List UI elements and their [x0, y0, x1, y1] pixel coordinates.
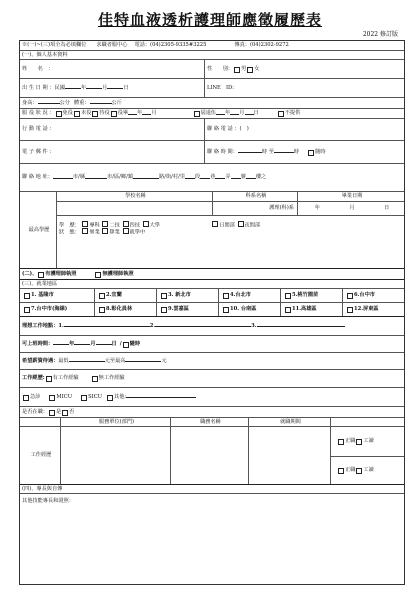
phone-row: [20, 118, 404, 141]
start-date-row: 可上班時間： 年 月 日 / 隨時: [20, 335, 404, 353]
start-year-field[interactable]: [53, 344, 69, 345]
salary-min-field[interactable]: [69, 361, 105, 362]
unit-er-checkbox[interactable]: [23, 395, 29, 401]
start-anytime-checkbox[interactable]: [123, 342, 129, 348]
resume-form: [19, 40, 405, 585]
has-experience-checkbox[interactable]: [46, 376, 52, 382]
employed-no-checkbox[interactable]: [62, 410, 68, 416]
page-title: 佳特血液透析護理師應徵履歷表: [97, 11, 322, 29]
section-skills-heading: (四)、專長與自傳: [20, 484, 404, 494]
unit-micu-checkbox[interactable]: [49, 395, 55, 401]
experience-table-header: 服務單位(部門) 職務名稱 就職期間: [20, 417, 404, 427]
skills-area[interactable]: [20, 493, 404, 584]
area-option[interactable]: 12.屏東區: [342, 303, 404, 317]
line-id-field[interactable]: LINE ID:: [207, 84, 234, 91]
unit-label: 求職者服中心: [96, 41, 128, 48]
has-license-checkbox[interactable]: [38, 272, 44, 278]
gender-female-checkbox[interactable]: [247, 67, 253, 73]
military-done-checkbox[interactable]: [111, 111, 117, 117]
height-field[interactable]: [38, 103, 60, 104]
degree-4yr-checkbox[interactable]: [123, 221, 129, 227]
address-section-field[interactable]: [185, 178, 195, 179]
gender-male-checkbox[interactable]: [234, 67, 240, 73]
degree-university-checkbox[interactable]: [143, 221, 149, 227]
area-option[interactable]: 9.雲嘉區: [156, 303, 218, 317]
section-license: (二)、 有護理師執照 無護理師執照: [20, 268, 404, 280]
birth-year-field[interactable]: [65, 88, 81, 89]
area-option[interactable]: 10. 台南區: [218, 303, 280, 317]
area-option[interactable]: 11.高雄區: [280, 303, 342, 317]
area-row-2: [20, 302, 404, 317]
night-school-checkbox[interactable]: [238, 221, 244, 227]
day-school-checkbox[interactable]: [212, 221, 218, 227]
military-pending-checkbox[interactable]: [92, 111, 98, 117]
area-row-1: [20, 288, 404, 303]
birth-row: 出 生 日 期 ： 民國 年 月 日 LINE ID:: [20, 78, 404, 98]
military-not-provided-checkbox[interactable]: [278, 111, 284, 117]
degree-junior-college-checkbox[interactable]: [82, 221, 88, 227]
fax-number: (04)2302-9272: [249, 41, 289, 48]
contact-phone-field[interactable]: 聯 絡 電 話 ：( ): [207, 126, 249, 133]
no-license-checkbox[interactable]: [95, 272, 101, 278]
area-option[interactable]: 1. 基隆市: [20, 289, 94, 303]
body-row: 身高： 公分 體重： 公斤: [20, 97, 404, 109]
degree-2yr-checkbox[interactable]: [102, 221, 108, 227]
email-field[interactable]: 電 子 郵 件 ：: [22, 148, 55, 155]
name-row: 姓 名 ： 性 別： 男 女: [20, 59, 404, 79]
birth-month-field[interactable]: [86, 88, 102, 89]
section-personal-heading: (一)、個人基本資料: [20, 50, 404, 60]
experience-title-field[interactable]: [170, 427, 248, 485]
section-area-heading: (三)、就業地區: [20, 279, 404, 289]
phone-number: (04)2305-9335#3225: [150, 41, 207, 48]
ideal-location-3-field[interactable]: [257, 326, 345, 327]
experience-period-field[interactable]: [248, 427, 330, 485]
ideal-location-row: 理想工作地點： 1. 2. 3.: [20, 316, 404, 336]
education-label: 最高學歷: [28, 226, 50, 233]
military-row: 服 役 狀 況 ： 免役 未役 待役 役畢 年 月 屆退伍 年 月 日 不提供: [20, 108, 404, 119]
area-option[interactable]: 8.彰化員林: [94, 303, 156, 317]
revision-label: 2022 修訂版: [362, 31, 398, 38]
address-alley-field[interactable]: [215, 178, 225, 179]
address-road-field[interactable]: [133, 178, 159, 179]
exp2-temp-checkbox[interactable]: [356, 468, 362, 474]
military-retiring-checkbox[interactable]: [194, 111, 200, 117]
weight-field[interactable]: [90, 103, 112, 104]
unit-sicu-checkbox[interactable]: [81, 395, 87, 401]
employed-row: 是否在職： 是 否: [20, 406, 404, 418]
area-option[interactable]: 3. 新北市: [156, 289, 218, 303]
contact-time-end-field[interactable]: [274, 152, 294, 153]
employed-yes-checkbox[interactable]: [49, 410, 55, 416]
required-note: ※(一)~(三)項全為必填欄位: [22, 41, 87, 48]
address-number-field[interactable]: [231, 178, 241, 179]
contact-line: ※(一)~(三)項全為必填欄位 求職者服中心 電話： (04)2305-9335#3225 傳真： (04)2302-9272: [22, 41, 289, 48]
start-day-field[interactable]: [96, 344, 112, 345]
area-option[interactable]: 6.台中市: [342, 289, 404, 303]
unit-other-field[interactable]: [126, 397, 196, 398]
area-option[interactable]: 7.台中市(海線): [20, 303, 94, 317]
address-city-field[interactable]: [53, 178, 73, 179]
area-option[interactable]: 5.桃竹園苗: [280, 289, 342, 303]
area-option[interactable]: 4.台北市: [218, 289, 280, 303]
education-block: 最高學歷 學校名稱 科系名稱 畢業日期 護理(科)系 年 月 日 學 歷： 專科 二技 四技 大學 日間部 夜間部 狀 態： 畢業 肄業 就學中: [20, 191, 404, 269]
status-studying-checkbox[interactable]: [123, 228, 129, 234]
unit-other-checkbox[interactable]: [107, 395, 113, 401]
contact-time-start-field[interactable]: [238, 152, 262, 153]
salary-row: 希望薪資待遇： 最低 元至最高 元: [20, 352, 404, 370]
salary-max-field[interactable]: [125, 361, 161, 362]
exp2-regular-checkbox[interactable]: [338, 468, 344, 474]
status-incomplete-checkbox[interactable]: [102, 228, 108, 234]
exp1-regular-checkbox[interactable]: [338, 439, 344, 445]
ideal-location-1-field[interactable]: [64, 326, 150, 327]
address-floor-field[interactable]: [246, 178, 256, 179]
military-exempt-checkbox[interactable]: [56, 111, 62, 117]
status-graduated-checkbox[interactable]: [82, 228, 88, 234]
school-name-field[interactable]: [57, 202, 212, 216]
experience-row: 工作經歷: 有工作經驗 無工作經驗: [20, 369, 404, 388]
name-field[interactable]: 姓 名 ：: [22, 65, 54, 72]
experience-org-field[interactable]: [60, 427, 170, 485]
email-row: 電 子 郵 件 ： 聯 絡 時 間： 時 至 時 隨時: [20, 140, 404, 164]
address-row: 聯 絡 地 址： 市/縣 市/區/鄉/鎮 路/街/村/里 段 巷 弄 號 樓之: [20, 163, 404, 192]
address-district-field[interactable]: [85, 178, 107, 179]
ideal-location-2-field[interactable]: [155, 326, 251, 327]
skills-label: 其他技能專長和證照：: [22, 498, 74, 504]
address-lane-field[interactable]: [200, 178, 210, 179]
birth-day-field[interactable]: [107, 88, 123, 89]
no-experience-checkbox[interactable]: [92, 376, 98, 382]
area-option[interactable]: 2.宜蘭: [94, 289, 156, 303]
start-month-field[interactable]: [74, 344, 90, 345]
exp1-temp-checkbox[interactable]: [356, 439, 362, 445]
dept-field[interactable]: 護理(科)系: [269, 205, 294, 212]
contact-anytime-checkbox[interactable]: [308, 150, 314, 156]
mobile-field[interactable]: 行 動 電 話 ：: [22, 126, 55, 133]
unit-row: 急診 MICU SICU 其他:: [20, 387, 404, 407]
military-not-served-checkbox[interactable]: [74, 111, 80, 117]
experience-table-body: 工作經歷 正職 工讀 正職 工讀: [20, 426, 404, 485]
